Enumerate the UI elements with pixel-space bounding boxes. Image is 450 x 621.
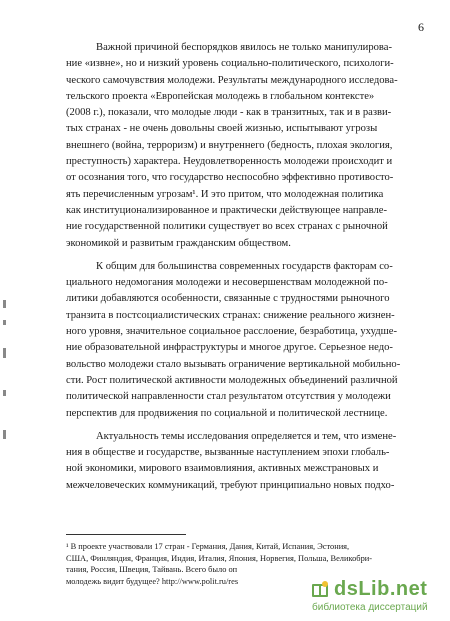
text-line: как институционализированное и практически действующее направле- (66, 204, 387, 216)
text-line: К общим для большинства современных государств факторам со- (96, 260, 393, 272)
paragraph (66, 429, 414, 494)
text-line: политической направленности стал результатом отсутствия у молодежи (66, 391, 391, 403)
watermark-logo: dsLib.net (334, 578, 428, 600)
text-line: ного уровня, значительное социальное расслоение, безработица, ухудше- (66, 326, 397, 338)
page-number: 6 (418, 20, 424, 34)
footnote-line: тания, Россия, Швеция, Тайвань. Всего было оп (66, 565, 238, 574)
text-line: ние образовательной инфраструктуры и многое другое. Серьезное недо- (66, 342, 393, 354)
text-line: литики добавляются особенности, связанные с трудностями рыночного (66, 293, 390, 305)
text-line: вольство молодежи стало вызывать ограничение вертикальной мобильно- (66, 358, 401, 370)
text-line: внешнего (война, терроризм) и внутреннего (бедность, плохая экология, (66, 139, 393, 151)
watermark-tagline: библиотека диссертаций (312, 602, 428, 613)
text-line: ние «извне», но и низкий уровень социально-политического, психологи- (66, 58, 394, 70)
footnote-line: молодежь видит будущее? http://www.polit.ru/res (66, 576, 239, 586)
text-line: межчеловеческих коммуникаций, требуют принципиально новых подхо- (66, 479, 395, 491)
text-line: от осознания того, что государство неспособно эффективно противосто- (66, 172, 394, 184)
text-line: тых странах - не очень довольны своей жизнью, испытывают угрозы (66, 123, 378, 135)
text-line: ние государственной политики существует во всех странах с рыночной (66, 221, 388, 233)
footnote-line: ¹ В проекте участвовали 17 стран - Германия, Дания, Китай, Испания, Эстония, (66, 542, 350, 551)
body-text (66, 40, 414, 501)
text-line: сти. Рост политической активности молодежных объединений различной (66, 374, 398, 386)
text-line: ния в обществе и государстве, вызванные наступлением эпохи глобаль- (66, 447, 390, 459)
text-line: циального недомогания молодежи и несовершенствам молодежной по- (66, 277, 388, 289)
text-line: преступность) характера. Неудовлетворенность молодежи происходит и (66, 156, 393, 168)
margin-scan-marks (3, 300, 9, 450)
text-line: ческого самочувствия молодежи. Результаты международного исследова- (66, 74, 398, 86)
text-line: (2008 г.), показали, что молодые люди - как в транзитных, так и в разви- (66, 107, 392, 119)
paragraph (66, 40, 414, 252)
text-line: Актуальность темы исследования определяется и тем, что измене- (96, 430, 397, 442)
footnote-rule (66, 534, 186, 535)
text-line: ять перечисленным угрозам¹. И это притом, что молодежная политика (66, 188, 384, 200)
book-icon (310, 580, 330, 600)
text-line: тельского проекта «Европейская молодежь в глобальном контексте» (66, 90, 375, 102)
text-line: ной экономики, мирового взаимовлияния, активных межстрановых и (66, 463, 379, 475)
footnote-line: США, Финляндия, Франция, Индия, Италия, Япония, Норвегия, Польша, Великобри- (66, 553, 373, 563)
text-line: экономикой и развитым гражданским обществом. (66, 237, 291, 249)
text-line: транзита в постсоциалистических странах: снижение реального жизнен- (66, 309, 395, 321)
text-line: перспектив для продвижения по социальной и политической лестнице. (66, 407, 388, 419)
paragraph (66, 259, 414, 422)
text-line: Важной причиной беспорядков явилось не только манипулирова- (96, 42, 393, 53)
watermark (310, 578, 446, 618)
